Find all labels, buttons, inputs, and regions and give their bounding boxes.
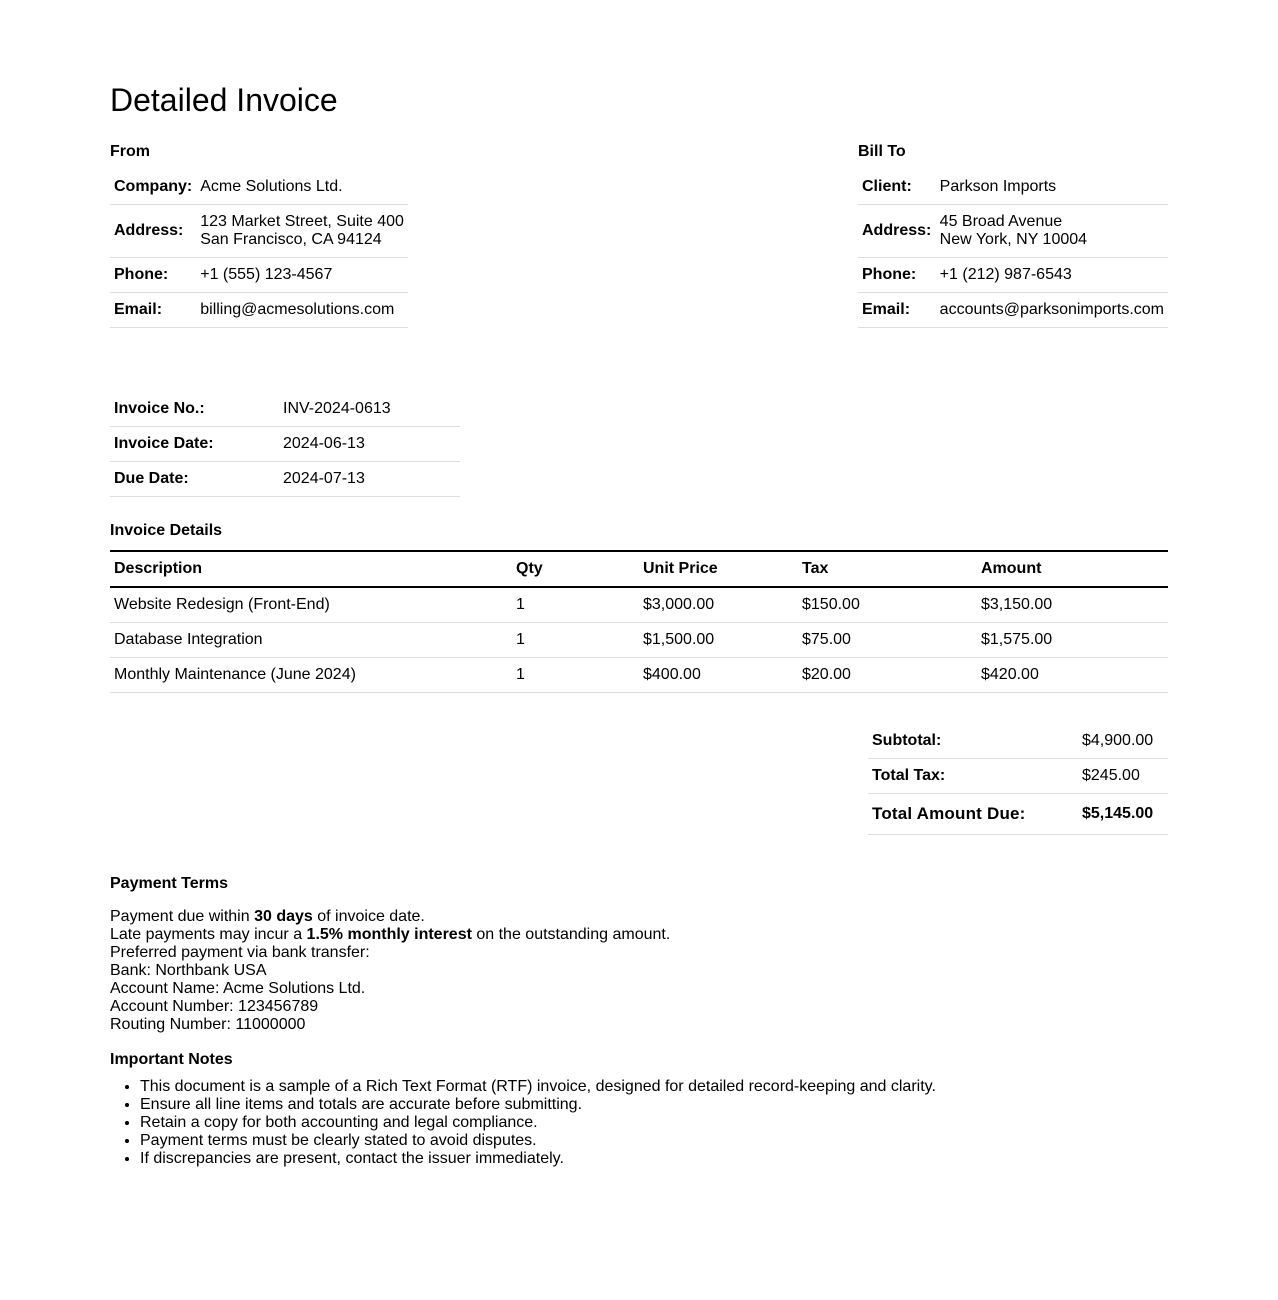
notes-list: [110, 1078, 936, 1168]
terms-text: Late payments may incur a: [110, 926, 307, 943]
invoice-details-heading: Invoice Details: [110, 522, 223, 539]
bill-to-client-row: [858, 170, 1168, 205]
line-items-table: [110, 550, 1168, 693]
from-email-row: [110, 293, 408, 328]
page-title: Detailed Invoice: [110, 82, 338, 118]
due-date-value: 2024-07-13: [279, 462, 460, 497]
description-cell: Monthly Maintenance (June 2024): [110, 658, 512, 693]
client-label: Client:: [858, 170, 936, 205]
email-label: Email:: [858, 293, 936, 328]
terms-emphasis: 1.5% monthly interest: [306, 926, 472, 943]
address-line1: 123 Market Street, Suite 400: [200, 213, 404, 230]
invoice-date-value: 2024-06-13: [279, 427, 460, 462]
list-item: • This document is a sample of a Rich Text Format (RTF) invoice, designed for detailed record-keeping and clarity.: [140, 1078, 936, 1096]
subtotal-label: Subtotal:: [868, 724, 1078, 759]
list-item: • If discrepancies are present, contact the issuer immediately.: [140, 1150, 936, 1168]
phone-value: +1 (555) 123-4567: [196, 258, 408, 293]
terms-line: Routing Number: 11000000: [110, 1016, 306, 1033]
due-date-label: Due Date:: [110, 462, 279, 497]
qty-cell: 1: [512, 658, 639, 693]
address-value: [936, 205, 1168, 258]
terms-text: on the outstanding amount.: [471, 926, 671, 943]
payment-terms-heading: Payment Terms: [110, 875, 228, 892]
column-header: Unit Price: [639, 551, 798, 587]
qty-cell: 1: [512, 587, 639, 623]
table-row: [110, 658, 1168, 693]
unit-price-cell: $3,000.00: [639, 587, 798, 623]
email-value: billing@acmesolutions.com: [196, 293, 408, 328]
terms-line: Preferred payment via bank transfer:: [110, 944, 370, 961]
subtotal-value: $4,900.00: [1078, 724, 1168, 759]
phone-label: Phone:: [110, 258, 196, 293]
unit-price-cell: $400.00: [639, 658, 798, 693]
total-tax-row: [868, 759, 1168, 794]
total-due-label: Total Amount Due:: [868, 794, 1078, 835]
invoice-number-value: INV-2024-0613: [279, 392, 460, 427]
invoice-number-row: [110, 392, 460, 427]
important-notes-heading: Important Notes: [110, 1051, 233, 1068]
from-address-row: [110, 205, 408, 258]
bill-to-email-row: [858, 293, 1168, 328]
qty-cell: 1: [512, 623, 639, 658]
bill-to-table: [858, 170, 1168, 328]
due-date-row: [110, 462, 460, 497]
address-line2: San Francisco, CA 94124: [200, 231, 382, 248]
amount-cell: $420.00: [977, 658, 1168, 693]
terms-text: of invoice date.: [312, 908, 425, 925]
terms-line: Bank: Northbank USA: [110, 962, 267, 979]
total-due-row: [868, 794, 1168, 835]
tax-cell: $75.00: [798, 623, 977, 658]
subtotal-row: [868, 724, 1168, 759]
terms-line: [110, 908, 670, 926]
invoice-number-label: Invoice No.:: [110, 392, 279, 427]
column-header: Amount: [977, 551, 1168, 587]
unit-price-cell: $1,500.00: [639, 623, 798, 658]
list-item: • Payment terms must be clearly stated to avoid disputes.: [140, 1132, 936, 1150]
from-company-row: [110, 170, 408, 205]
from-heading: From: [110, 143, 150, 160]
bill-to-address-row: [858, 205, 1168, 258]
from-phone-row: [110, 258, 408, 293]
list-item: • Ensure all line items and totals are accurate before submitting.: [140, 1096, 936, 1114]
address-line2: New York, NY 10004: [939, 231, 1088, 248]
column-header: Description: [110, 551, 512, 587]
total-tax-value: $245.00: [1078, 759, 1168, 794]
tax-cell: $150.00: [798, 587, 977, 623]
bill-to-heading: Bill To: [858, 143, 906, 160]
total-due-value: $5,145.00: [1078, 794, 1168, 835]
total-tax-label: Total Tax:: [868, 759, 1078, 794]
totals-table: [868, 724, 1168, 835]
terms-line: Account Name: Acme Solutions Ltd.: [110, 980, 366, 997]
terms-emphasis: 30 days: [254, 908, 313, 925]
description-cell: Database Integration: [110, 623, 512, 658]
bill-to-phone-row: [858, 258, 1168, 293]
table-header-row: [110, 551, 1168, 587]
email-label: Email:: [110, 293, 196, 328]
company-value: Acme Solutions Ltd.: [196, 170, 408, 205]
column-header: Qty: [512, 551, 639, 587]
amount-cell: $3,150.00: [977, 587, 1168, 623]
address-label: Address:: [858, 205, 936, 258]
column-header: Tax: [798, 551, 977, 587]
table-row: [110, 587, 1168, 623]
email-value: accounts@parksonimports.com: [936, 293, 1168, 328]
amount-cell: $1,575.00: [977, 623, 1168, 658]
address-line1: 45 Broad Avenue: [939, 213, 1063, 230]
phone-value: +1 (212) 987-6543: [936, 258, 1168, 293]
terms-text: Payment due within: [110, 908, 255, 925]
invoice-meta-table: [110, 392, 460, 497]
terms-line: Account Number: 123456789: [110, 998, 319, 1015]
description-cell: Website Redesign (Front-End): [110, 587, 512, 623]
terms-line: [110, 926, 670, 944]
list-item: • Retain a copy for both accounting and legal compliance.: [140, 1114, 936, 1132]
address-label: Address:: [110, 205, 196, 258]
table-row: [110, 623, 1168, 658]
payment-terms-body: [110, 908, 670, 1034]
address-value: [196, 205, 408, 258]
invoice-date-label: Invoice Date:: [110, 427, 279, 462]
tax-cell: $20.00: [798, 658, 977, 693]
phone-label: Phone:: [858, 258, 936, 293]
client-value: Parkson Imports: [936, 170, 1168, 205]
company-label: Company:: [110, 170, 196, 205]
from-table: [110, 170, 408, 328]
invoice-date-row: [110, 427, 460, 462]
